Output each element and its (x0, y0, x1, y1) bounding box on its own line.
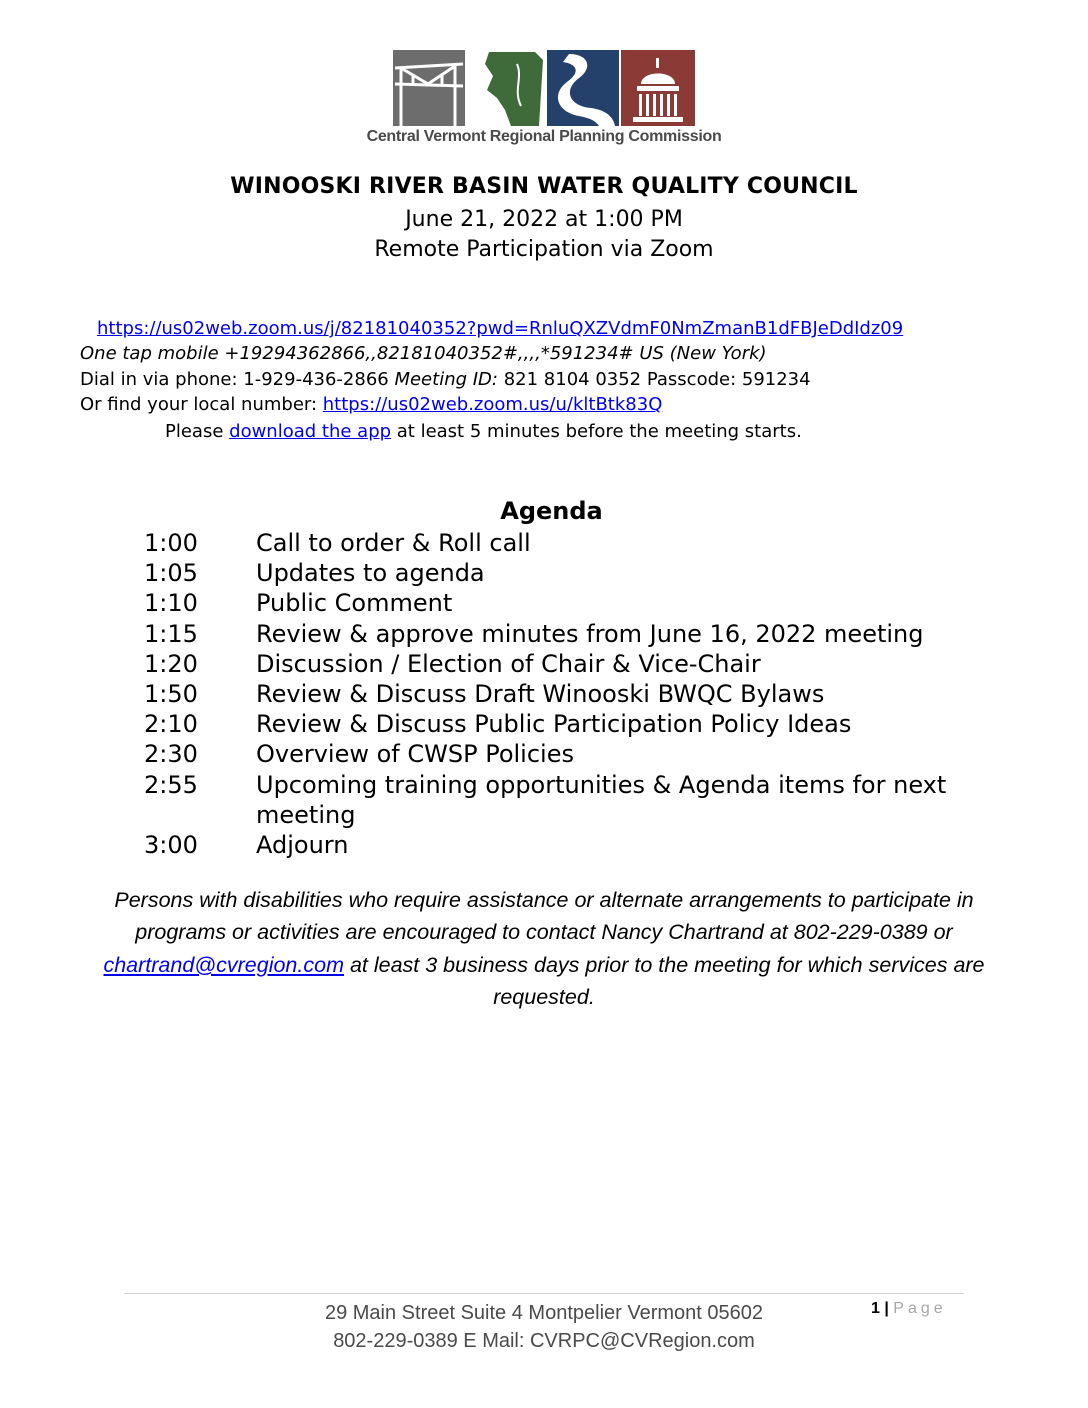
agenda-time: 2:55 (144, 770, 198, 799)
agenda-description: Call to order & Roll call (256, 529, 531, 557)
agenda-time: 1:15 (144, 619, 198, 648)
logo-graphic (393, 50, 695, 126)
agenda-heading: Agenda (500, 497, 603, 525)
agenda-description: Review & Discuss Draft Winooski BWQC Bylaws (256, 680, 825, 709)
meeting-id-label: Meeting ID: (394, 369, 498, 390)
agenda-time: 1:20 (144, 649, 198, 678)
email-link[interactable]: chartrand@cvregion.com (103, 952, 344, 977)
agenda-time: 1:10 (144, 589, 198, 618)
agenda-item (144, 558, 974, 588)
agenda-description: Adjourn (256, 831, 349, 860)
agenda-description: Review & approve minutes from June 16, 2022 meeting (256, 619, 924, 648)
footer-address: 29 Main Street Suite 4 Montpelier Vermont 05602 (324, 1302, 764, 1324)
meeting-date-time: June 21, 2022 at 1:00 PM (405, 207, 683, 232)
agenda-description: Overview of CWSP Policies (256, 740, 574, 769)
agenda-item (144, 830, 974, 860)
app-prefix: Please (165, 421, 230, 442)
footer-contact: 802-229-0389 E Mail: CVRPC@CVRegion.com (333, 1330, 755, 1352)
local-number-prefix: Or find your local number: (80, 394, 323, 415)
footer-divider (124, 1293, 964, 1294)
local-number-link[interactable]: https://us02web.zoom.us/u/kltBtk83Q (322, 394, 663, 415)
agenda-item (144, 709, 974, 739)
zoom-meeting-link[interactable]: https://us02web.zoom.us/j/82181040352?pwd=RnluQXZVdmF0NmZmanB1dFBJeDdIdz09 (97, 318, 904, 339)
agenda-description: Public Comment (256, 589, 453, 618)
zoom-meeting-line (97, 318, 903, 339)
local-number-line (80, 394, 662, 415)
agenda-item (144, 679, 974, 709)
notice-text-before: Persons with disabilities who require assistance or alternate arrangements to participate in programs or activities are encouraged to contact Nancy Chartrand at 802-229-0389 or (114, 888, 974, 945)
app-suffix: at least 5 minutes before the meeting starts. (391, 421, 802, 442)
accessibility-notice (100, 884, 988, 1014)
agenda-time: 3:00 (144, 831, 198, 860)
agenda-item (144, 588, 974, 618)
agenda-description: Updates to agenda (256, 559, 485, 588)
download-app-link[interactable]: download the app (229, 421, 392, 442)
agenda-item (144, 619, 974, 649)
agenda-time: 1:05 (144, 559, 198, 588)
agenda-time: 2:10 (144, 710, 198, 739)
document-title: WINOOSKI RIVER BASIN WATER QUALITY COUNCIL (230, 174, 858, 199)
page-number (871, 1300, 947, 1318)
page-number-value: 1 (871, 1300, 880, 1317)
agenda-time: 2:30 (144, 740, 198, 769)
dial-in-line (80, 369, 811, 390)
logo-caption: Central Vermont Regional Planning Commission (366, 128, 722, 145)
dial-in-prefix: Dial in via phone: 1-929-436-2866 (80, 369, 395, 390)
download-app-line (165, 421, 802, 442)
agenda-item (144, 649, 974, 679)
meeting-id-value: 821 8104 0352 Passcode: 591234 (497, 369, 811, 390)
agenda-description: Upcoming training opportunities & Agenda items for next meeting (256, 770, 947, 829)
agenda-time: 1:00 (144, 529, 198, 557)
meeting-location: Remote Participation via Zoom (374, 237, 714, 262)
agenda-item (144, 528, 974, 558)
page-word: Page (893, 1300, 947, 1317)
agenda-time: 1:50 (144, 680, 198, 709)
agenda-description: Discussion / Election of Chair & Vice-Chair (256, 649, 761, 678)
agenda-item (144, 770, 974, 830)
one-tap-mobile: One tap mobile +19294362866,,82181040352#,,,,*591234# US (New York) (80, 343, 767, 364)
page-separator: | (879, 1300, 894, 1317)
notice-text-after: at least 3 business days prior to the meeting for which services are requested. (343, 952, 985, 1010)
agenda-item (144, 739, 974, 769)
agenda-list (144, 528, 974, 860)
agenda-description: Review & Discuss Public Participation Policy Ideas (256, 710, 852, 739)
